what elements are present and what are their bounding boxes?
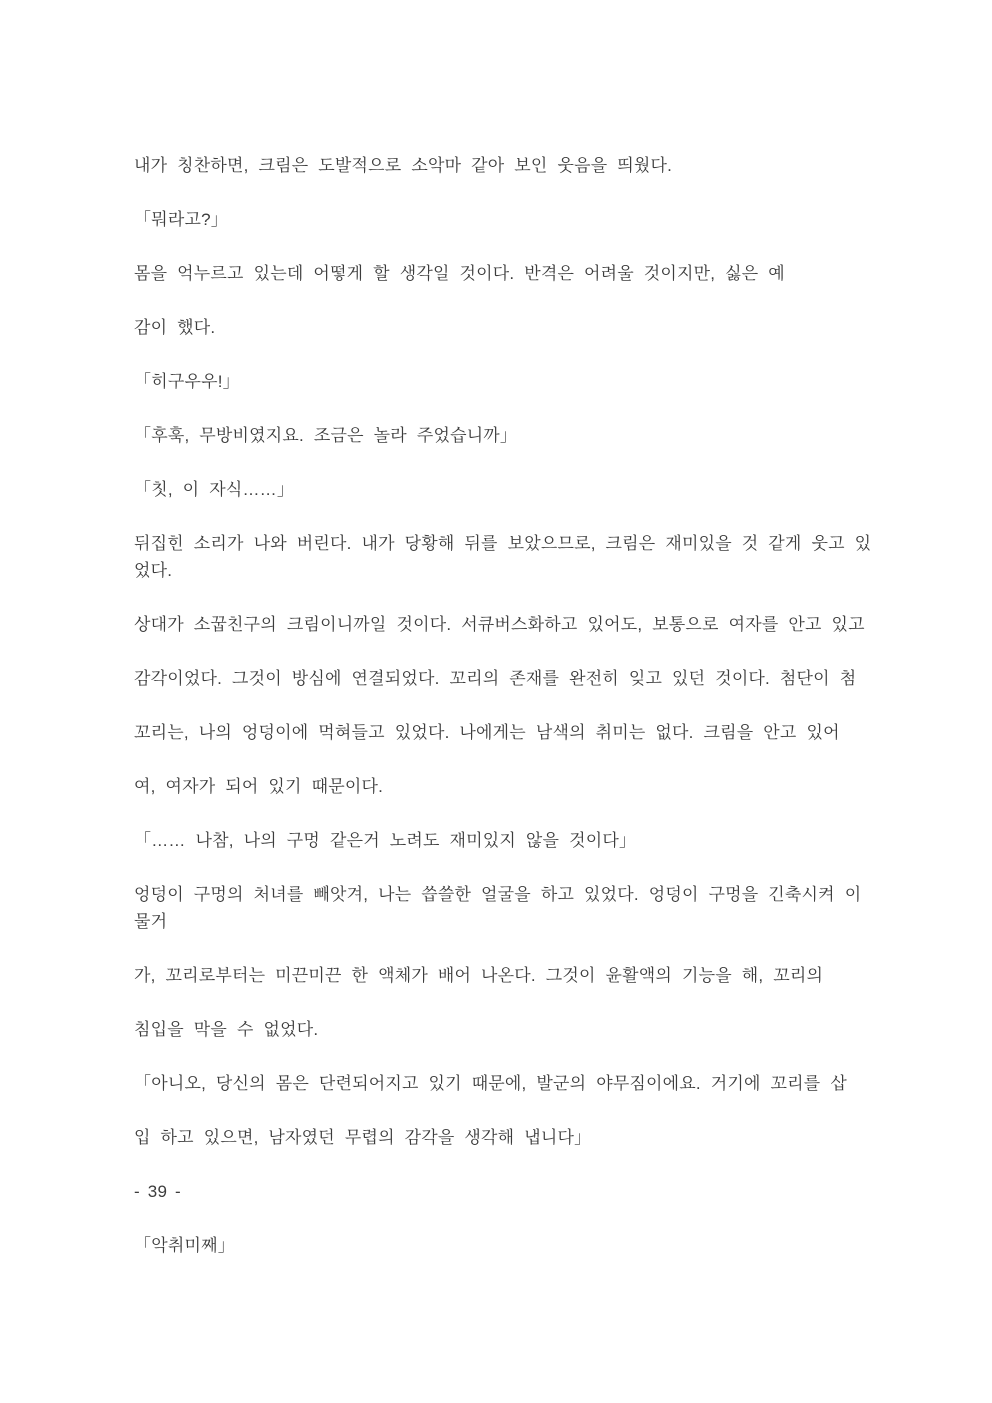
paragraph-narration bbox=[134, 611, 892, 638]
paragraph-dialogue bbox=[134, 422, 892, 449]
text-line: 가, 꼬리로부터는 미끈미끈 한 액체가 배어 나온다. 그것이 윤활액의 기능을 해, 꼬리의 bbox=[134, 966, 824, 985]
text-line: 입 하고 있으면, 남자였던 무렵의 감각을 생각해 냅니다」 bbox=[134, 1128, 592, 1147]
page-number bbox=[134, 1178, 892, 1205]
paragraph-narration bbox=[134, 530, 892, 584]
text-line: 「아니오, 당신의 몸은 단련되어지고 있기 때문에, 발군의 야무짐이에요. 거기에 꼬리를 삽 bbox=[134, 1074, 847, 1093]
text-line: 몸을 억누르고 있는데 어떻게 할 생각일 것이다. 반격은 어려울 것이지만, 싫은 예 bbox=[134, 264, 785, 283]
paragraph-dialogue bbox=[134, 206, 892, 233]
paragraph-narration bbox=[134, 314, 892, 341]
text-line: 「히구우우!」 bbox=[134, 372, 240, 391]
text-line: 물거 bbox=[134, 912, 168, 931]
paragraph-narration bbox=[134, 1124, 892, 1151]
paragraph-dialogue bbox=[134, 368, 892, 395]
paragraph-dialogue bbox=[134, 476, 892, 503]
paragraph-narration bbox=[134, 881, 892, 935]
text-line: 뒤집힌 소리가 나와 버린다. 내가 당황해 뒤를 보았으므로, 크림은 재미있을 것 같게 웃고 있 bbox=[134, 534, 872, 553]
text-line: 여, 여자가 되어 있기 때문이다. bbox=[134, 777, 384, 796]
paragraph-dialogue bbox=[134, 1232, 892, 1259]
text-line: 었다. bbox=[134, 561, 173, 580]
text-line: 감이 했다. bbox=[134, 318, 216, 337]
text-line: 상대가 소꿉친구의 크림이니까일 것이다. 서큐버스화하고 있어도, 보통으로 여자를 안고 있고 bbox=[134, 615, 865, 634]
text-line: 「악취미째」 bbox=[134, 1236, 235, 1255]
text-line: - 39 - bbox=[134, 1182, 181, 1201]
paragraph-narration bbox=[134, 962, 892, 989]
text-line: 「뭐라고?」 bbox=[134, 210, 228, 229]
paragraph-narration bbox=[134, 260, 892, 287]
text-line: 내가 칭찬하면, 크림은 도발적으로 소악마 같아 보인 웃음을 띄웠다. bbox=[134, 156, 673, 175]
text-line: 침입을 막을 수 없었다. bbox=[134, 1020, 319, 1039]
paragraph-dialogue bbox=[134, 827, 892, 854]
text-line: 감각이었다. 그것이 방심에 연결되었다. 꼬리의 존재를 완전히 잊고 있던 것이다. 첨단이 첨 bbox=[134, 669, 857, 688]
text-line: 「후훅, 무방비였지요. 조금은 놀라 주었습니까」 bbox=[134, 426, 518, 445]
paragraph-dialogue bbox=[134, 1070, 892, 1097]
text-line: 「…… 나참, 나의 구멍 같은거 노려도 재미있지 않을 것이다」 bbox=[134, 831, 637, 850]
paragraph-narration bbox=[134, 665, 892, 692]
text-line: 「칫, 이 자식……」 bbox=[134, 480, 295, 499]
paragraph-narration bbox=[134, 152, 892, 179]
paragraph-narration bbox=[134, 1016, 892, 1043]
text-line: 꼬리는, 나의 엉덩이에 먹혀들고 있었다. 나에게는 남색의 취미는 없다. 크림을 안고 있어 bbox=[134, 723, 840, 742]
text-line: 엉덩이 구멍의 처녀를 빼앗겨, 나는 씁쓸한 얼굴을 하고 있었다. 엉덩이 구멍을 긴축시켜 이 bbox=[134, 885, 862, 904]
paragraph-narration bbox=[134, 773, 892, 800]
paragraph-narration bbox=[134, 719, 892, 746]
